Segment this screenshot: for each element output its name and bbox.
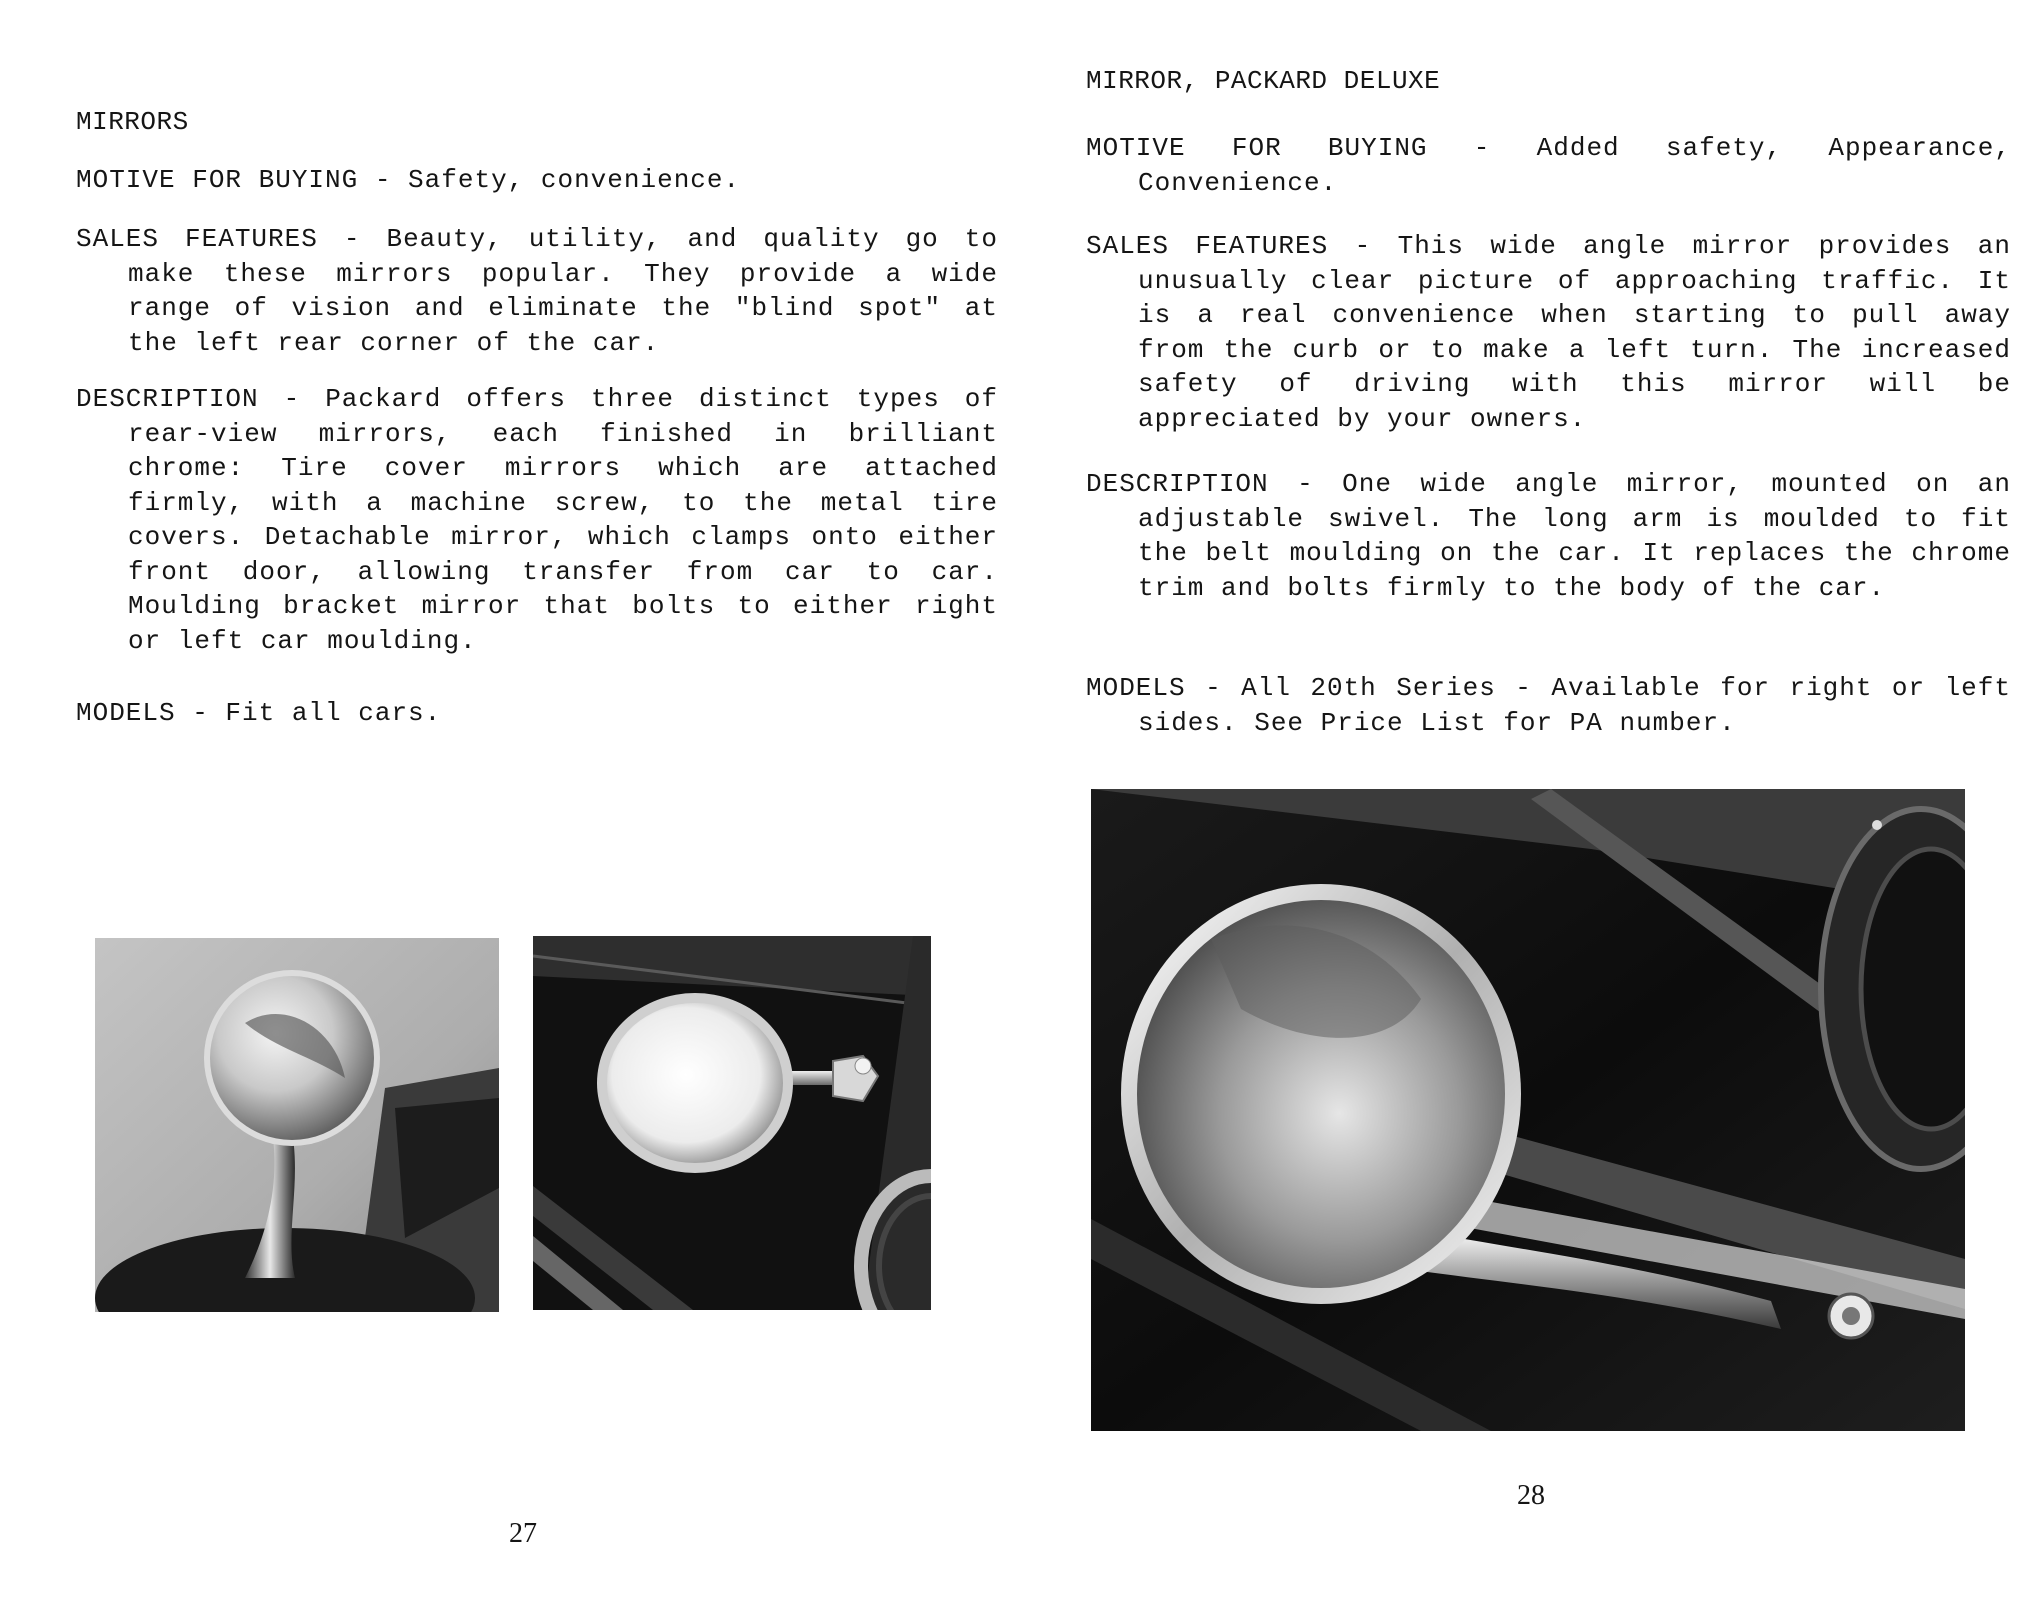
page-number: 27 <box>509 1518 537 1549</box>
wide-angle-deluxe-mirror-image <box>1091 789 1965 1431</box>
page-28 <box>1009 0 2018 1600</box>
wide-angle-deluxe-mirror-photo <box>1091 789 1965 1431</box>
motive-for-buying: MOTIVE FOR BUYING - Safety, convenience. <box>76 165 741 195</box>
sales-features: SALES FEATURES - This wide angle mirror provides an unusually clear picture of approaching traffic. It is a real convenience when starting to pull away from the curb or to make a left turn. The increased safety of driving with this mirror will be appreciated by your owners. <box>1086 231 2011 434</box>
description: DESCRIPTION - Packard offers three distinct types of rear-view mirrors, each finished in brilliant chrome: Tire cover mirrors which are attached firmly, with a machine screw, to the metal tire covers. Detachable mirror, which clamps onto either front door, allowing transfer from car to car. Moulding bracket mirror that bolts to either right or left car moulding. <box>76 384 998 656</box>
page-title: MIRRORS <box>76 107 189 137</box>
sales-features: SALES FEATURES - Beauty, utility, and quality go to make these mirrors popular. They provide a wide range of vision and eliminate the "blind spot" at the left rear corner of the car. <box>76 224 998 358</box>
page-title: MIRROR, PACKARD DELUXE <box>1086 66 1441 96</box>
tire-cover-mirror-photo <box>95 938 499 1312</box>
motive-for-buying: MOTIVE FOR BUYING - Added safety, Appearance, Convenience. <box>1086 133 2011 198</box>
detachable-door-mirror-image <box>533 936 931 1310</box>
models: MODELS - Fit all cars. <box>76 698 442 728</box>
page-number: 28 <box>1517 1480 1545 1511</box>
models: MODELS - All 20th Series - Available for right or left sides. See Price List for PA number. <box>1086 673 2011 738</box>
detachable-door-mirror-photo <box>533 936 931 1310</box>
description: DESCRIPTION - One wide angle mirror, mounted on an adjustable swivel. The long arm is moulded to fit the belt moulding on the car. It replaces the chrome trim and bolts firmly to the body of the car. <box>1086 469 2011 603</box>
tire-cover-mirror-image <box>95 938 499 1312</box>
